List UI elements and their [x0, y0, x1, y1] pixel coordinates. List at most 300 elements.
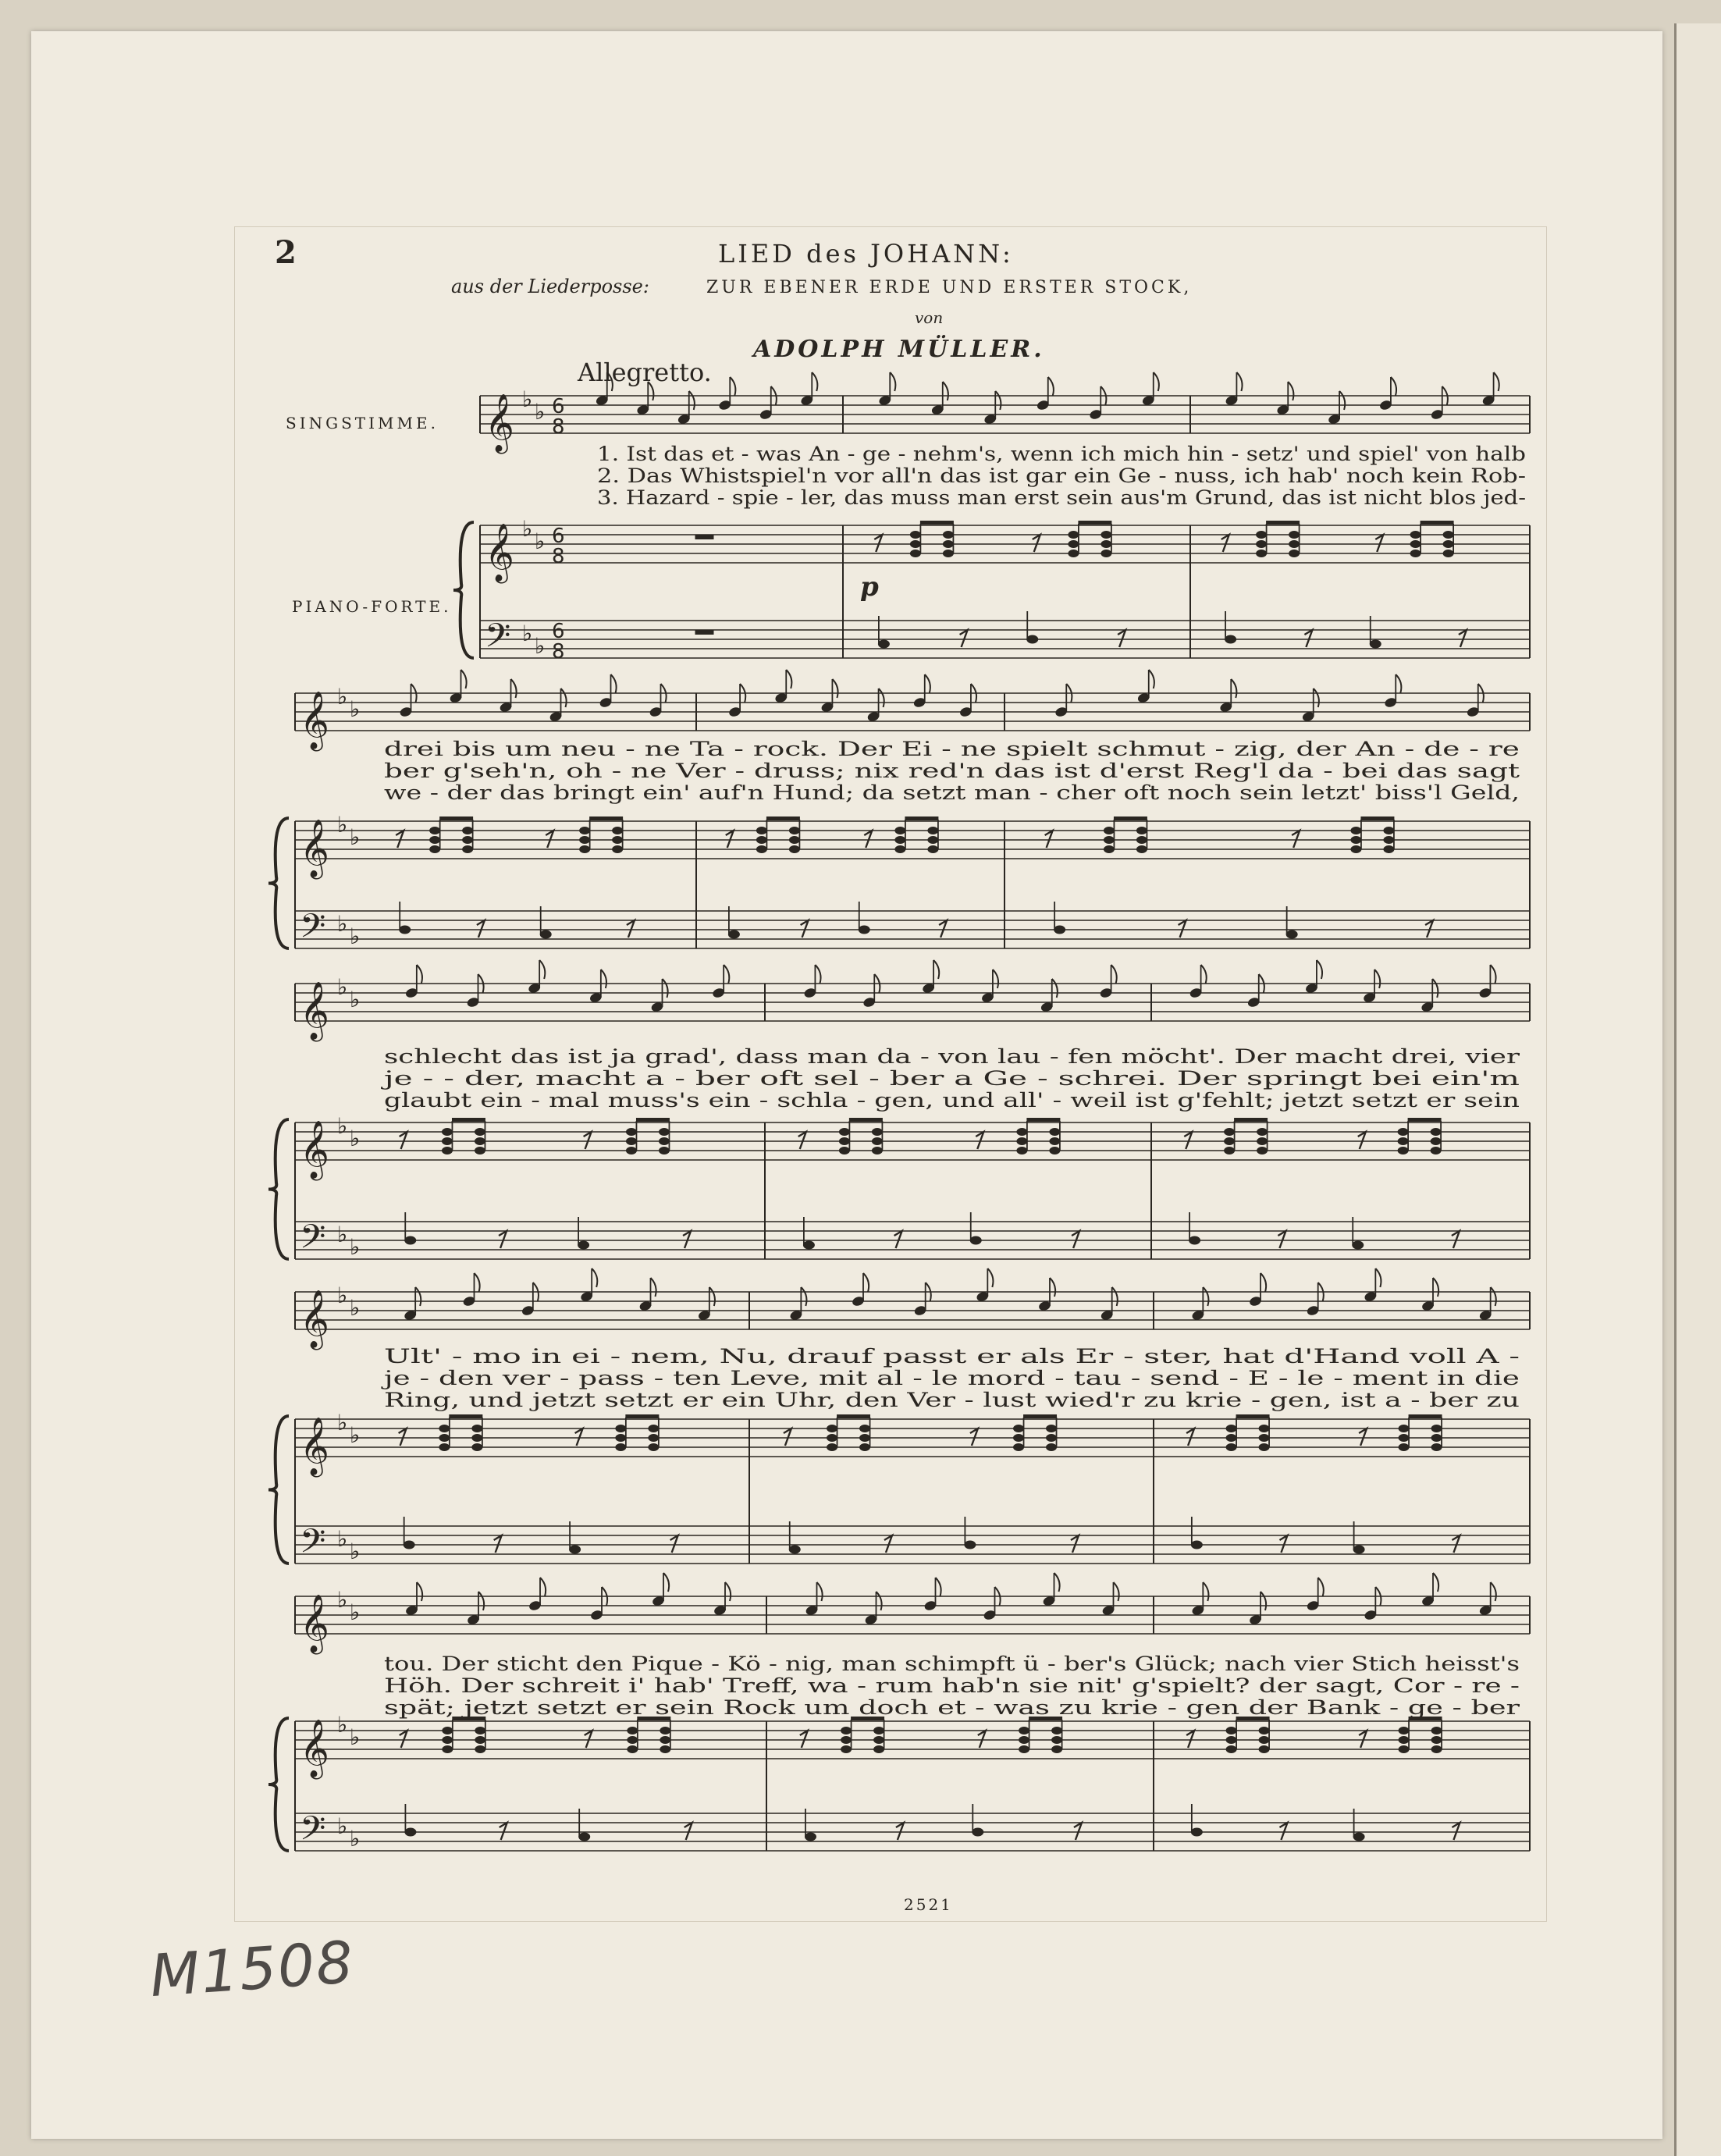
treble-clef: 𝄞	[300, 1418, 329, 1475]
chord-note	[1104, 827, 1115, 834]
flat-sign: ♭	[337, 911, 348, 937]
piano-part-label: PIANO-FORTE.	[292, 597, 452, 616]
note-flag	[415, 1287, 421, 1306]
chord-note	[1259, 1727, 1270, 1734]
chord-note	[789, 836, 800, 844]
chord-note	[1398, 1128, 1409, 1136]
note-flag	[801, 1287, 806, 1306]
note-head	[636, 382, 654, 416]
note-head	[958, 684, 976, 718]
chord-note	[1101, 531, 1111, 539]
chord-group	[1399, 1717, 1442, 1753]
note-flag	[1203, 1582, 1208, 1601]
note-head	[404, 965, 422, 999]
chord-note	[626, 1147, 637, 1154]
chord-note	[1046, 1425, 1057, 1432]
note-head	[803, 965, 821, 999]
chord-note	[615, 1443, 626, 1451]
chord-note	[1431, 1434, 1442, 1442]
chord-note	[910, 540, 921, 548]
chord-note	[442, 1745, 453, 1753]
beam	[766, 817, 800, 820]
note-flag	[933, 960, 939, 979]
treble-clef: 𝄞	[485, 524, 514, 582]
note-head	[759, 386, 777, 421]
eighth-rest	[546, 831, 553, 848]
lyric-line: 2. Das Whistspiel'n vor all'n das ist gar ein Ge - nuss, ich hab' noch kein Rob-	[597, 464, 1526, 487]
chord-note	[1136, 827, 1147, 834]
chord-group	[1256, 521, 1300, 557]
bass-note	[1370, 640, 1381, 649]
eighth-rest	[499, 1231, 507, 1248]
note-head	[649, 684, 667, 718]
chord-note	[1431, 1147, 1442, 1154]
chord-note	[1049, 1137, 1060, 1145]
note-head	[521, 1283, 539, 1317]
chord-note	[841, 1745, 852, 1753]
note-head	[912, 674, 930, 709]
note-flag	[689, 391, 695, 410]
note-flag	[832, 679, 837, 698]
note-head	[580, 1268, 598, 1303]
time-signature-bottom: 8	[552, 640, 565, 664]
bass-note	[1189, 1236, 1200, 1245]
whole-rest	[695, 630, 714, 635]
chord-group	[626, 1118, 670, 1154]
chord-note	[1383, 827, 1394, 834]
note-flag	[987, 1268, 993, 1287]
flat-sign: ♭	[535, 633, 546, 659]
piano-treble-staff	[295, 821, 1530, 859]
handwritten-shelfmark: M1508	[148, 1928, 357, 2011]
eighth-rest	[1292, 831, 1300, 848]
chord-note	[442, 1727, 453, 1734]
eighth-rest	[396, 831, 404, 848]
chord-note	[1410, 550, 1421, 557]
chord-note	[1259, 1434, 1270, 1442]
note-head	[1101, 1582, 1119, 1617]
chord-group	[442, 1118, 485, 1154]
chord-note	[1383, 845, 1394, 853]
note-head	[449, 670, 467, 704]
eighth-rest	[1279, 1535, 1287, 1553]
song-title: LIED des JOHANN:	[718, 239, 1014, 269]
chord-note	[429, 836, 440, 844]
chord-group	[910, 521, 954, 557]
chord-note	[910, 550, 921, 557]
chord-note	[1016, 1137, 1027, 1145]
chord-note	[659, 1137, 670, 1145]
note-flag	[1114, 1582, 1119, 1601]
note-head	[1306, 1578, 1324, 1612]
eighth-rest	[1459, 630, 1467, 647]
bass-clef: 𝄢	[485, 617, 511, 664]
note-head	[652, 1573, 670, 1607]
chord-note	[579, 827, 590, 834]
lyric-line: we - der das bringt ein' auf'n Hund; da setzt man - cher oft noch sein letzt' biss'l Geld,	[384, 781, 1520, 804]
chord-note	[927, 845, 938, 853]
subtitle-lead: aus der Liederposse:	[451, 276, 649, 297]
note-head	[499, 679, 517, 713]
note-head	[1219, 679, 1237, 713]
bass-note	[404, 1541, 415, 1549]
note-head	[1378, 377, 1396, 411]
chord-note	[1257, 1128, 1268, 1136]
note-head	[852, 1273, 869, 1307]
note-head	[718, 377, 736, 411]
chord-note	[1136, 836, 1147, 844]
lyric-line: ber g'seh'n, oh - ne Ver - druss; nix red'n das ist d'erst Reg'l da - bei das sagt	[384, 760, 1520, 782]
chord-note	[475, 1128, 485, 1136]
chord-note	[943, 550, 954, 557]
chord-note	[927, 836, 938, 844]
note-flag	[1288, 382, 1293, 400]
lyric-line: 3. Hazard - spie - ler, das muss man erst sein aus'm Grund, das ist nicht blos jed-	[597, 486, 1526, 509]
note-flag	[511, 679, 517, 698]
eighth-rest	[896, 1823, 904, 1840]
flat-sign: ♭	[337, 1526, 348, 1552]
bass-note	[569, 1546, 581, 1554]
chord-group	[1410, 521, 1454, 557]
chord-note	[1226, 1736, 1237, 1744]
time-signature-bottom: 8	[552, 415, 565, 439]
note-flag	[539, 960, 545, 979]
chord-note	[429, 845, 440, 853]
note-head	[976, 1268, 994, 1303]
bass-note	[970, 1236, 982, 1245]
note-head	[1099, 965, 1117, 999]
lyric-line: 1. Ist das et - was An - ge - nehm's, wenn ich mich hin - setz' und spiel' von halb	[597, 443, 1526, 465]
treble-clef: 𝄞	[300, 692, 329, 749]
chord-note	[442, 1137, 453, 1145]
chord-group	[1019, 1717, 1062, 1753]
eighth-rest	[976, 1132, 983, 1149]
chord-note	[839, 1128, 850, 1136]
chord-note	[827, 1443, 837, 1451]
eighth-rest	[400, 1132, 407, 1149]
chord-note	[1013, 1425, 1024, 1432]
eighth-rest	[683, 1231, 691, 1248]
note-head	[1481, 372, 1499, 407]
beam	[1409, 1414, 1442, 1418]
bass-note	[964, 1541, 976, 1549]
note-flag	[601, 969, 606, 988]
bass-note	[404, 1828, 416, 1837]
note-head	[1304, 960, 1322, 994]
chord-note	[1399, 1443, 1410, 1451]
note-flag	[1433, 1573, 1438, 1592]
note-head	[1042, 1573, 1060, 1607]
chord-note	[439, 1425, 450, 1432]
chord-note	[1051, 1727, 1062, 1734]
chord-note	[626, 1137, 637, 1145]
chord-note	[1136, 845, 1147, 853]
note-flag	[607, 372, 613, 391]
chord-note	[627, 1727, 638, 1734]
chord-note	[612, 836, 623, 844]
chord-note	[1224, 1137, 1235, 1145]
chord-note	[660, 1736, 670, 1744]
chord-note	[827, 1434, 837, 1442]
chord-note	[1431, 1425, 1442, 1432]
eighth-rest	[1375, 535, 1383, 552]
eighth-rest	[784, 1428, 791, 1446]
lyric-line: Höh. Der schreit i' hab' Treff, wa - rum hab'n sie nit' g'spielt? der sagt, Cor - re -	[384, 1674, 1520, 1697]
flat-sign: ♭	[337, 1113, 348, 1139]
chord-group	[839, 1118, 883, 1154]
note-flag	[648, 382, 653, 400]
beam	[1234, 1118, 1268, 1122]
note-flag	[1375, 1268, 1381, 1287]
flat-sign: ♭	[350, 1422, 361, 1448]
bass-note	[1352, 1241, 1364, 1250]
chord-note	[1399, 1434, 1410, 1442]
chord-note	[1019, 1736, 1029, 1744]
note-head	[1036, 377, 1054, 411]
beam	[636, 1118, 670, 1122]
flat-sign: ♭	[350, 1234, 361, 1260]
note-flag	[651, 1278, 656, 1297]
note-head	[862, 974, 880, 1009]
bass-note	[878, 640, 890, 649]
note-flag	[890, 372, 895, 391]
eighth-rest	[1452, 1231, 1460, 1248]
eighth-rest	[670, 1535, 678, 1553]
bass-note	[1225, 635, 1236, 644]
voice-staff	[295, 1596, 1530, 1634]
note-flag	[461, 670, 467, 688]
chord-note	[1350, 845, 1361, 853]
eighth-rest	[494, 1535, 502, 1553]
note-head	[1089, 386, 1107, 421]
flat-sign: ♭	[350, 1295, 361, 1321]
bass-note	[1353, 1833, 1365, 1841]
eighth-rest	[978, 1731, 986, 1748]
bass-note	[578, 1241, 589, 1250]
chord-note	[1224, 1128, 1235, 1136]
note-flag	[993, 969, 998, 988]
eighth-rest	[575, 1428, 583, 1446]
eighth-rest	[684, 1823, 692, 1840]
note-flag	[1374, 969, 1380, 988]
chord-note	[1289, 550, 1300, 557]
chord-note	[859, 1443, 870, 1451]
note-head	[528, 1578, 546, 1612]
note-head	[923, 1578, 941, 1612]
note-flag	[724, 965, 729, 984]
chord-note	[429, 827, 440, 834]
note-head	[922, 960, 940, 994]
note-flag	[663, 1573, 669, 1592]
flat-sign: ♭	[350, 1126, 361, 1151]
flat-sign: ♭	[522, 516, 533, 542]
eighth-rest	[1359, 1428, 1367, 1446]
bass-note	[404, 1236, 416, 1245]
beam	[1236, 1414, 1270, 1418]
flat-sign: ♭	[350, 824, 361, 850]
chord-note	[648, 1443, 659, 1451]
chord-group	[1226, 1717, 1270, 1753]
eighth-rest	[726, 831, 734, 848]
note-flag	[709, 1287, 715, 1306]
chord-note	[872, 1147, 883, 1154]
bass-note	[399, 926, 411, 934]
chord-note	[648, 1434, 659, 1442]
piano-brace	[268, 1119, 289, 1259]
note-flag	[1494, 372, 1499, 391]
chord-note	[894, 827, 905, 834]
chord-note	[1226, 1727, 1237, 1734]
note-head	[913, 1283, 931, 1317]
piano-bass-staff	[295, 1222, 1530, 1259]
note-head	[774, 670, 792, 704]
eighth-rest	[477, 920, 485, 937]
chord-note	[612, 827, 623, 834]
piano-bass-staff	[295, 1813, 1530, 1851]
chord-note	[579, 836, 590, 844]
chord-note	[943, 540, 954, 548]
flat-sign: ♭	[350, 696, 361, 722]
beam	[449, 1414, 482, 1418]
chord-note	[659, 1128, 670, 1136]
bass-note	[1054, 926, 1065, 934]
bass-clef: 𝄢	[300, 1522, 326, 1569]
chord-note	[1410, 540, 1421, 548]
flat-sign: ♭	[350, 1826, 361, 1852]
flat-sign: ♭	[522, 386, 533, 412]
flat-sign: ♭	[522, 621, 533, 646]
chord-note	[1226, 1443, 1237, 1451]
note-flag	[863, 1273, 869, 1292]
chord-note	[660, 1745, 670, 1753]
chord-group	[1398, 1118, 1442, 1154]
chord-note	[873, 1745, 884, 1753]
chord-note	[1016, 1128, 1027, 1136]
voice-staff	[295, 693, 1530, 731]
eighth-rest	[884, 1535, 892, 1553]
flat-sign: ♭	[350, 987, 361, 1012]
eighth-rest	[939, 920, 947, 937]
chord-note	[873, 1727, 884, 1734]
chord-note	[471, 1434, 482, 1442]
note-flag	[1236, 372, 1242, 391]
flat-sign: ♭	[337, 1222, 348, 1247]
chord-note	[1013, 1434, 1024, 1442]
chord-note	[462, 836, 473, 844]
note-head	[1246, 974, 1264, 1009]
note-flag	[561, 688, 567, 707]
beam	[837, 1414, 870, 1418]
chord-note	[439, 1434, 450, 1442]
beam	[1408, 1118, 1442, 1122]
chord-group	[1068, 521, 1111, 557]
chord-note	[660, 1727, 670, 1734]
chord-note	[439, 1443, 450, 1451]
bass-note	[728, 930, 740, 939]
time-signature-bottom: 8	[552, 545, 565, 568]
chord-note	[659, 1147, 670, 1154]
note-head	[528, 960, 546, 994]
note-head	[1466, 684, 1484, 718]
chord-note	[1350, 827, 1361, 834]
chord-note	[442, 1128, 453, 1136]
chord-note	[1224, 1147, 1235, 1154]
bass-note	[1353, 1546, 1365, 1554]
flat-sign: ♭	[535, 399, 546, 425]
chord-note	[475, 1137, 485, 1145]
chord-group	[1224, 1118, 1268, 1154]
note-head	[930, 382, 948, 416]
eighth-rest	[500, 1823, 507, 1840]
beam	[439, 817, 473, 820]
time-signature-top: 6	[552, 525, 565, 548]
bass-note	[1286, 930, 1298, 939]
eighth-rest	[874, 535, 882, 552]
chord-note	[475, 1147, 485, 1154]
chord-note	[872, 1137, 883, 1145]
flat-sign: ♭	[337, 1587, 348, 1613]
chord-note	[1046, 1443, 1057, 1451]
note-flag	[1052, 979, 1058, 998]
note-head	[462, 1273, 480, 1307]
note-flag	[1231, 679, 1236, 698]
flat-sign: ♭	[337, 812, 348, 838]
chord-note	[612, 845, 623, 853]
chord-note	[1259, 1736, 1270, 1744]
beam	[452, 1118, 485, 1122]
chord-note	[1399, 1727, 1410, 1734]
note-head	[1054, 684, 1072, 718]
eighth-rest	[1359, 1731, 1367, 1748]
chord-note	[1257, 1137, 1268, 1145]
plate-number: 2521	[904, 1895, 953, 1914]
chord-note	[1016, 1147, 1027, 1154]
flat-sign: ♭	[350, 1724, 361, 1750]
eighth-rest	[1221, 535, 1229, 552]
lyric-line: Ult' - mo in ei - nem, Nu, drauf passt er als Er - ster, hat d'Hand voll A -	[384, 1345, 1520, 1368]
chord-note	[1256, 531, 1267, 539]
note-flag	[663, 979, 668, 998]
chord-note	[1226, 1745, 1237, 1753]
flat-sign: ♭	[337, 1410, 348, 1436]
tempo-marking: Allegretto.	[578, 358, 712, 387]
time-signature-top: 6	[552, 620, 565, 643]
piano-brace	[453, 522, 474, 658]
eighth-rest	[894, 1231, 902, 1248]
note-flag	[417, 1582, 422, 1601]
chord-note	[1256, 540, 1267, 548]
chord-note	[872, 1128, 883, 1136]
chord-note	[1013, 1443, 1024, 1451]
chord-note	[1431, 1137, 1442, 1145]
note-flag	[1054, 1573, 1060, 1592]
note-head	[1136, 670, 1154, 704]
chord-group	[827, 1414, 870, 1451]
eighth-rest	[1045, 831, 1053, 848]
eighth-rest	[1186, 1731, 1194, 1748]
chord-group	[442, 1717, 485, 1753]
piano-bass-staff	[480, 621, 1530, 658]
treble-clef: 𝄞	[300, 1595, 329, 1653]
note-head	[1384, 674, 1402, 709]
whole-rest	[695, 535, 714, 539]
chord-note	[1226, 1425, 1237, 1432]
piano-bass-staff	[295, 1526, 1530, 1564]
eighth-rest	[1074, 1823, 1082, 1840]
note-flag	[936, 1578, 941, 1596]
voice-staff	[295, 1292, 1530, 1329]
chord-note	[1431, 1745, 1442, 1753]
